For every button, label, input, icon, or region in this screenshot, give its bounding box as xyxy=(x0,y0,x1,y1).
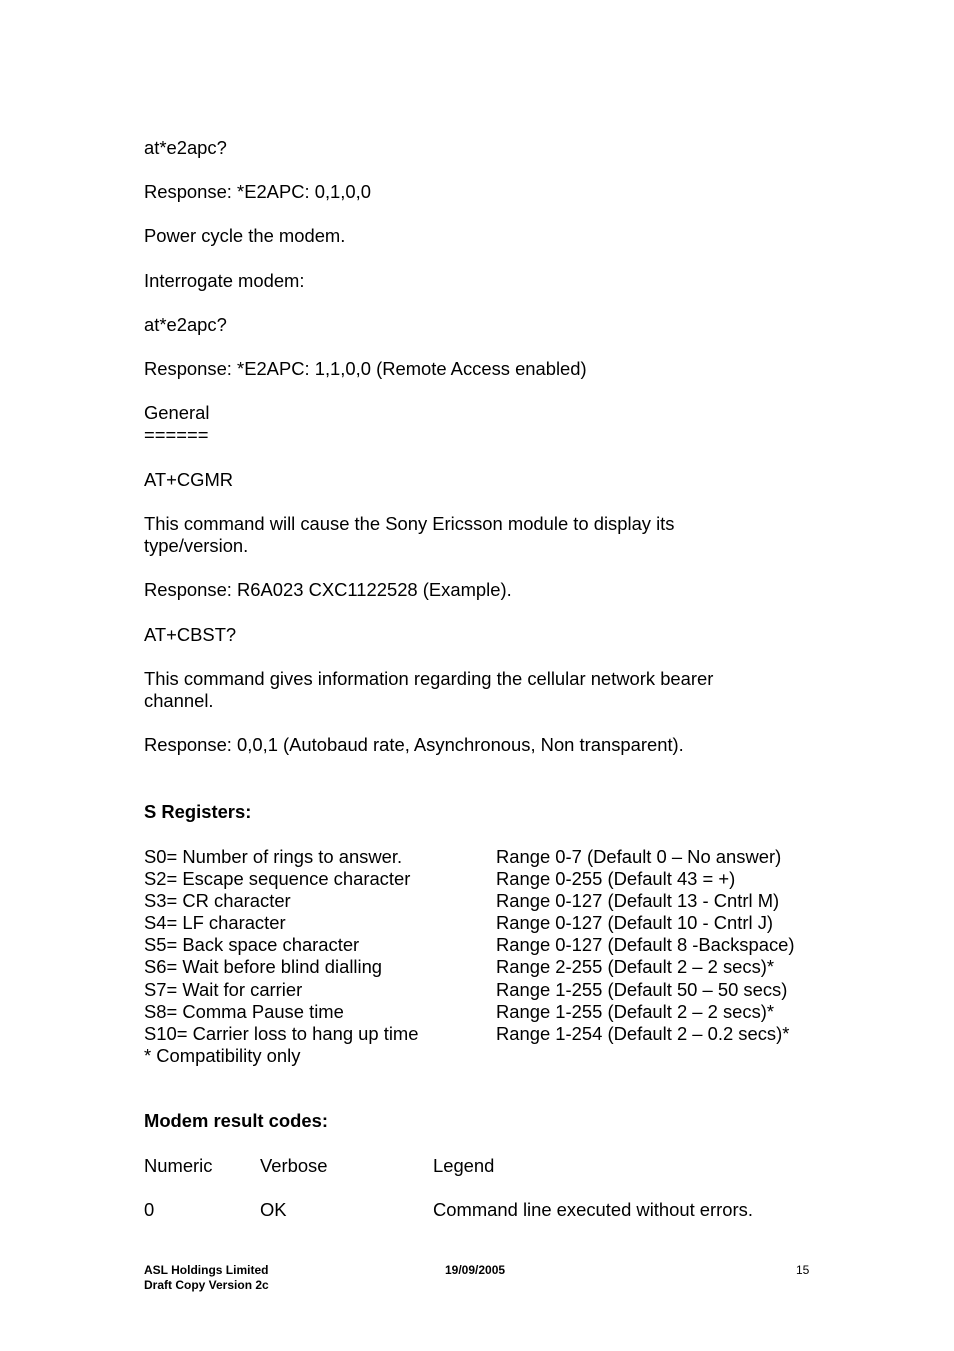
s-register-range: Range 0-127 (Default 8 -Backspace) xyxy=(496,934,795,956)
body-line: Response: 0,0,1 (Autobaud rate, Asynchronous, Non transparent). xyxy=(144,734,684,755)
result-code-legend: Command line executed without errors. xyxy=(433,1199,753,1220)
section-heading-general: General xyxy=(144,402,210,423)
footer-date: 19/09/2005 xyxy=(445,1263,506,1277)
s-registers-heading: S Registers: xyxy=(144,801,252,822)
body-line: at*e2apc? xyxy=(144,314,227,335)
s-register-range: Range 1-255 (Default 50 – 50 secs) xyxy=(496,978,788,1000)
s-register-range: Range 0-127 (Default 10 - Cntrl J) xyxy=(496,912,774,934)
s-register-name: S6= Wait before blind dialling xyxy=(144,956,383,978)
body-line: Response: *E2APC: 1,1,0,0 (Remote Access enabled) xyxy=(144,358,587,379)
s-register-name: S4= LF character xyxy=(144,912,286,934)
s-register-name: S5= Back space character xyxy=(144,934,360,956)
footer-page-number: 15 xyxy=(796,1263,810,1277)
s-register-range: Range 0-7 (Default 0 – No answer) xyxy=(496,846,782,867)
footer-version: Draft Copy Version 2c xyxy=(144,1278,269,1292)
s-register-name: S7= Wait for carrier xyxy=(144,978,303,1000)
column-header-verbose: Verbose xyxy=(260,1155,328,1176)
column-header-legend: Legend xyxy=(433,1155,495,1176)
s-register-ranges xyxy=(496,846,795,1045)
body-line: This command gives information regarding the cellular network bearer xyxy=(144,668,714,689)
body-line: This command will cause the Sony Ericsson module to display its xyxy=(144,513,675,534)
result-code-verbose: OK xyxy=(260,1199,287,1220)
s-register-name: S3= CR character xyxy=(144,890,291,912)
body-line: Power cycle the modem. xyxy=(144,225,346,246)
body-line: AT+CGMR xyxy=(144,469,234,490)
s-register-range: Range 2-255 (Default 2 – 2 secs)* xyxy=(496,956,775,978)
body-line: Response: *E2APC: 0,1,0,0 xyxy=(144,181,371,202)
s-register-range: Range 1-254 (Default 2 – 0.2 secs)* xyxy=(496,1022,790,1044)
s-registers-note: * Compatibility only xyxy=(144,1044,301,1066)
body-line: channel. xyxy=(144,690,214,711)
result-codes-heading: Modem result codes: xyxy=(144,1110,328,1131)
footer-company: ASL Holdings Limited xyxy=(144,1263,269,1277)
s-register-name: S2= Escape sequence character xyxy=(144,868,411,890)
s-register-names xyxy=(144,846,418,1067)
s-register-name: S8= Comma Pause time xyxy=(144,1000,344,1022)
column-header-numeric: Numeric xyxy=(144,1155,213,1176)
body-line: at*e2apc? xyxy=(144,137,227,158)
s-register-range: Range 1-255 (Default 2 – 2 secs)* xyxy=(496,1000,775,1022)
body-line: type/version. xyxy=(144,535,249,556)
result-code-numeric: 0 xyxy=(144,1199,155,1220)
s-register-name: S10= Carrier loss to hang up time xyxy=(144,1022,419,1044)
s-register-range: Range 0-255 (Default 43 = +) xyxy=(496,868,736,890)
body-line: AT+CBST? xyxy=(144,624,237,645)
body-line: Interrogate modem: xyxy=(144,270,305,291)
s-register-name: S0= Number of rings to answer. xyxy=(144,846,403,867)
section-underline: ====== xyxy=(144,424,209,445)
s-register-range: Range 0-127 (Default 13 - Cntrl M) xyxy=(496,890,780,912)
body-line: Response: R6A023 CXC1122528 (Example). xyxy=(144,579,512,600)
